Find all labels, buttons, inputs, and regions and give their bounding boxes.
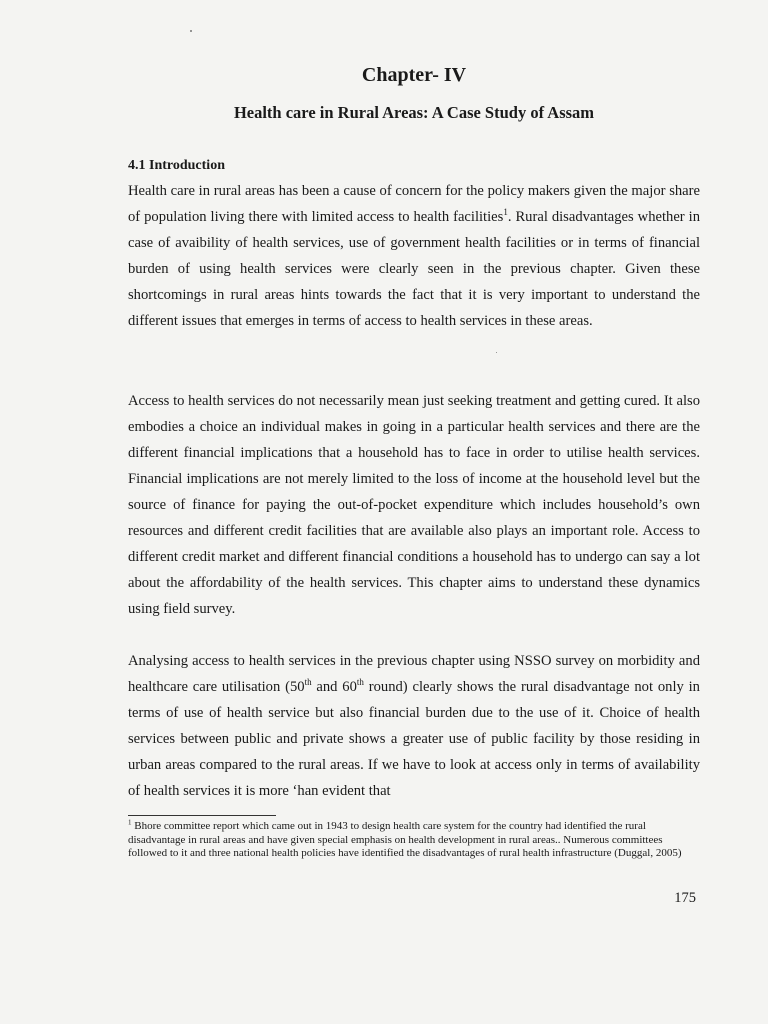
paragraph-text: round) clearly shows the rural disadvantage not only in terms of use of health service but also financial burden due to the use of it. Choice of health services between public and private shows a greater use of public facility by those residing in urban areas compared to the rural areas. If we have to look at access only in terms of availability of health services it is more ‘han evident that bbox=[128, 679, 700, 799]
scan-speck bbox=[190, 30, 192, 32]
footnote-marker: 1 bbox=[128, 818, 132, 827]
paragraph-text: and 60 bbox=[311, 679, 357, 695]
paragraph-analysis bbox=[128, 648, 700, 804]
paragraph-text: Analysing access to health services in the previous chapter using NSSO survey on morbidity and healthcare care utilisation (50 bbox=[128, 653, 700, 695]
paragraph-access: Access to health services do not necessarily mean just seeking treatment and getting cured. It also embodies a choice an individual makes in going in a particular health services and there are the different financial implications that a household has to face in order to utilise health services. Financial implications are not merely limited to the loss of income at the household level but the source of finance for paying the out-of-pocket expenditure which includes household’s own resources and different credit facilities that are available also plays an important role. Access to different credit market and different financial conditions a household has to undergo can say a lot about the affordability of the health services. This chapter aims to understand these dynamics using field survey. bbox=[128, 393, 700, 617]
chapter-title: Health care in Rural Areas: A Case Study of Assam bbox=[233, 103, 595, 122]
superscript-ordinal: th bbox=[356, 677, 364, 688]
footnote bbox=[128, 820, 696, 861]
paragraph-text: Health care in rural areas has been a cause of concern for the policy makers given the major share of population living there with limited access to health facilities bbox=[128, 183, 700, 225]
scan-speck bbox=[496, 352, 497, 353]
section-heading: 4.1 Introduction bbox=[128, 158, 225, 173]
superscript-ordinal: th bbox=[304, 677, 312, 688]
page-number: 175 bbox=[674, 890, 696, 906]
footnote-divider bbox=[128, 815, 276, 816]
chapter-label: Chapter- IV bbox=[361, 64, 467, 86]
paragraph-text: . Rural disadvantages whether in case of avaibility of health services, use of government health facilities or in terms of financial burden of using health services were clearly seen in the previous chapter. Given these shortcomings in rural areas hints towards the fact that it is very important to understand the different issues that emerges in terms of access to health services in these areas. bbox=[128, 209, 700, 329]
footnote-reference[interactable]: 1 bbox=[503, 207, 508, 218]
paragraph-intro bbox=[128, 178, 700, 334]
footnote-text: Bhore committee report which came out in 1943 to design health care system for the country had identified the rural disadvantage in rural areas and have given special emphasis on health development in rural areas.. Numerous committees followed to it and three national health policies have identified the disadvantages of rural health infrastructure (Duggal, 2005) bbox=[128, 820, 682, 860]
